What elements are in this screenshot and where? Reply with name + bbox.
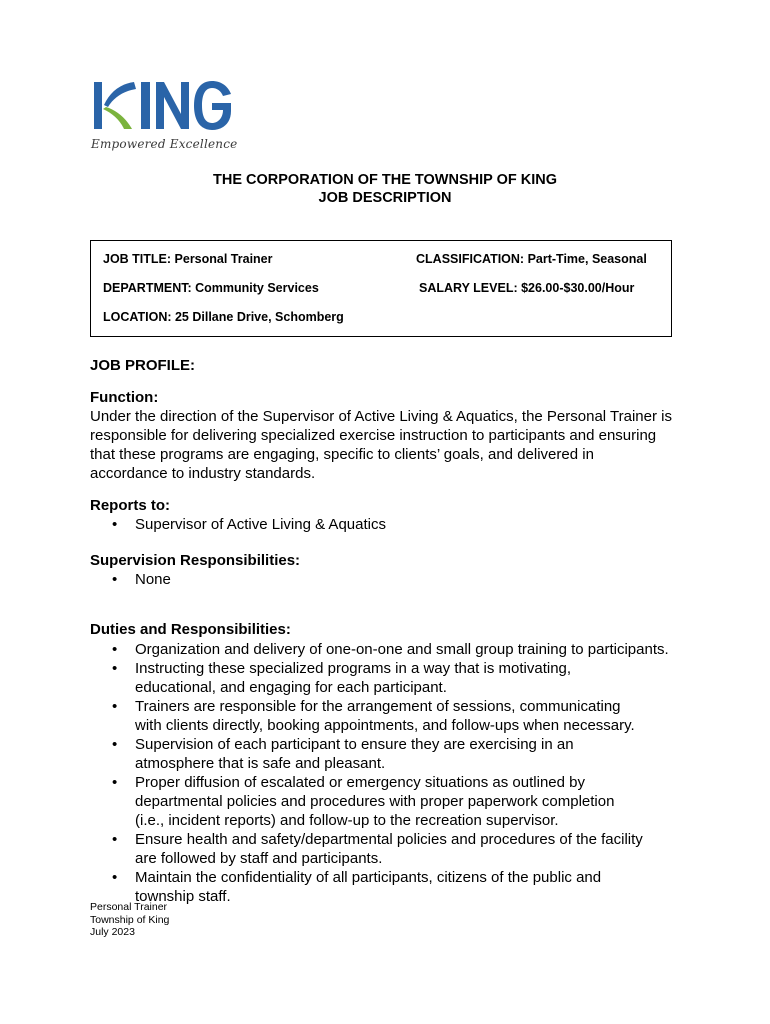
bullet-icon: • xyxy=(112,831,118,848)
list-item: • Ensure health and safety/departmental policies and procedures of the facility are followed by staff and participants. xyxy=(112,831,643,867)
logo-i xyxy=(141,82,150,129)
list-item: • Proper diffusion of escalated or emergency situations as outlined by departmental policies and procedures with proper paperwork completion (i.e., incident reports) and follow-up to the recreation supervisor. xyxy=(112,774,615,829)
document-title: JOB DESCRIPTION xyxy=(318,190,452,206)
list-item: • Organization and delivery of one-on-one and small group training to participants. xyxy=(112,641,669,658)
bullet-icon: • xyxy=(112,698,118,715)
reports-to-heading: Reports to: xyxy=(90,497,170,514)
logo-k-upper-arm xyxy=(104,82,136,107)
function-paragraph xyxy=(90,407,690,483)
salary-level: SALARY LEVEL: $26.00-$30.00/Hour xyxy=(419,281,635,295)
footer-line: July 2023 xyxy=(90,926,135,938)
function-line: that these programs are engaging, specific to clients’ goals, and delivered in xyxy=(90,446,594,463)
function-line: Under the direction of the Supervisor of Active Living & Aquatics, the Personal Trainer is xyxy=(90,408,672,425)
job-profile-heading: JOB PROFILE: xyxy=(90,357,196,374)
page-footer xyxy=(90,901,169,939)
function-heading: Function: xyxy=(90,389,159,406)
bullet-icon: • xyxy=(112,571,118,588)
bullet-icon: • xyxy=(112,641,118,658)
list-item: • Trainers are responsible for the arrangement of sessions, communicating with clients directly, booking appointments, and follow-ups when necessary. xyxy=(112,698,635,734)
bullet-icon: • xyxy=(112,516,118,533)
reports-to-list xyxy=(108,515,688,534)
duties-list xyxy=(108,640,688,906)
location: LOCATION: 25 Dillane Drive, Schomberg xyxy=(103,310,344,324)
duties-heading: Duties and Responsibilities: xyxy=(90,621,291,638)
footer-line: Township of King xyxy=(90,913,170,926)
bullet-icon: • xyxy=(112,660,118,677)
supervision-list xyxy=(108,570,688,589)
classification: CLASSIFICATION: Part-Time, Seasonal xyxy=(416,252,647,266)
logo-k-bar xyxy=(94,82,102,129)
department: DEPARTMENT: Community Services xyxy=(103,281,319,295)
logo-k-lower-leaf xyxy=(103,107,132,129)
function-line: accordance to industry standards. xyxy=(90,465,316,482)
logo-g xyxy=(194,81,231,130)
logo-n xyxy=(156,82,189,129)
bullet-icon: • xyxy=(112,869,118,886)
corporation-heading: THE CORPORATION OF THE TOWNSHIP OF KING xyxy=(213,172,557,188)
bullet-icon: • xyxy=(112,774,118,791)
job-title: JOB TITLE: Personal Trainer xyxy=(103,252,273,266)
job-info-box xyxy=(90,240,672,337)
function-line: responsible for delivering specialized exercise instruction to participants and ensuring xyxy=(90,427,657,444)
list-item: • Instructing these specialized programs in a way that is motivating, educational, and engaging for each participant. xyxy=(112,660,572,696)
footer-line: Personal Trainer xyxy=(90,901,168,913)
logo-tagline: Empowered Excellence xyxy=(91,137,238,151)
list-item: • None xyxy=(112,571,171,588)
bullet-icon: • xyxy=(112,736,118,753)
list-item: • Maintain the confidentiality of all participants, citizens of the public and township staff. xyxy=(112,869,602,905)
list-item: • Supervisor of Active Living & Aquatics xyxy=(112,516,386,533)
list-item: • Supervision of each participant to ensure they are exercising in an atmosphere that is safe and pleasant. xyxy=(112,736,574,772)
supervision-heading: Supervision Responsibilities: xyxy=(90,552,301,569)
